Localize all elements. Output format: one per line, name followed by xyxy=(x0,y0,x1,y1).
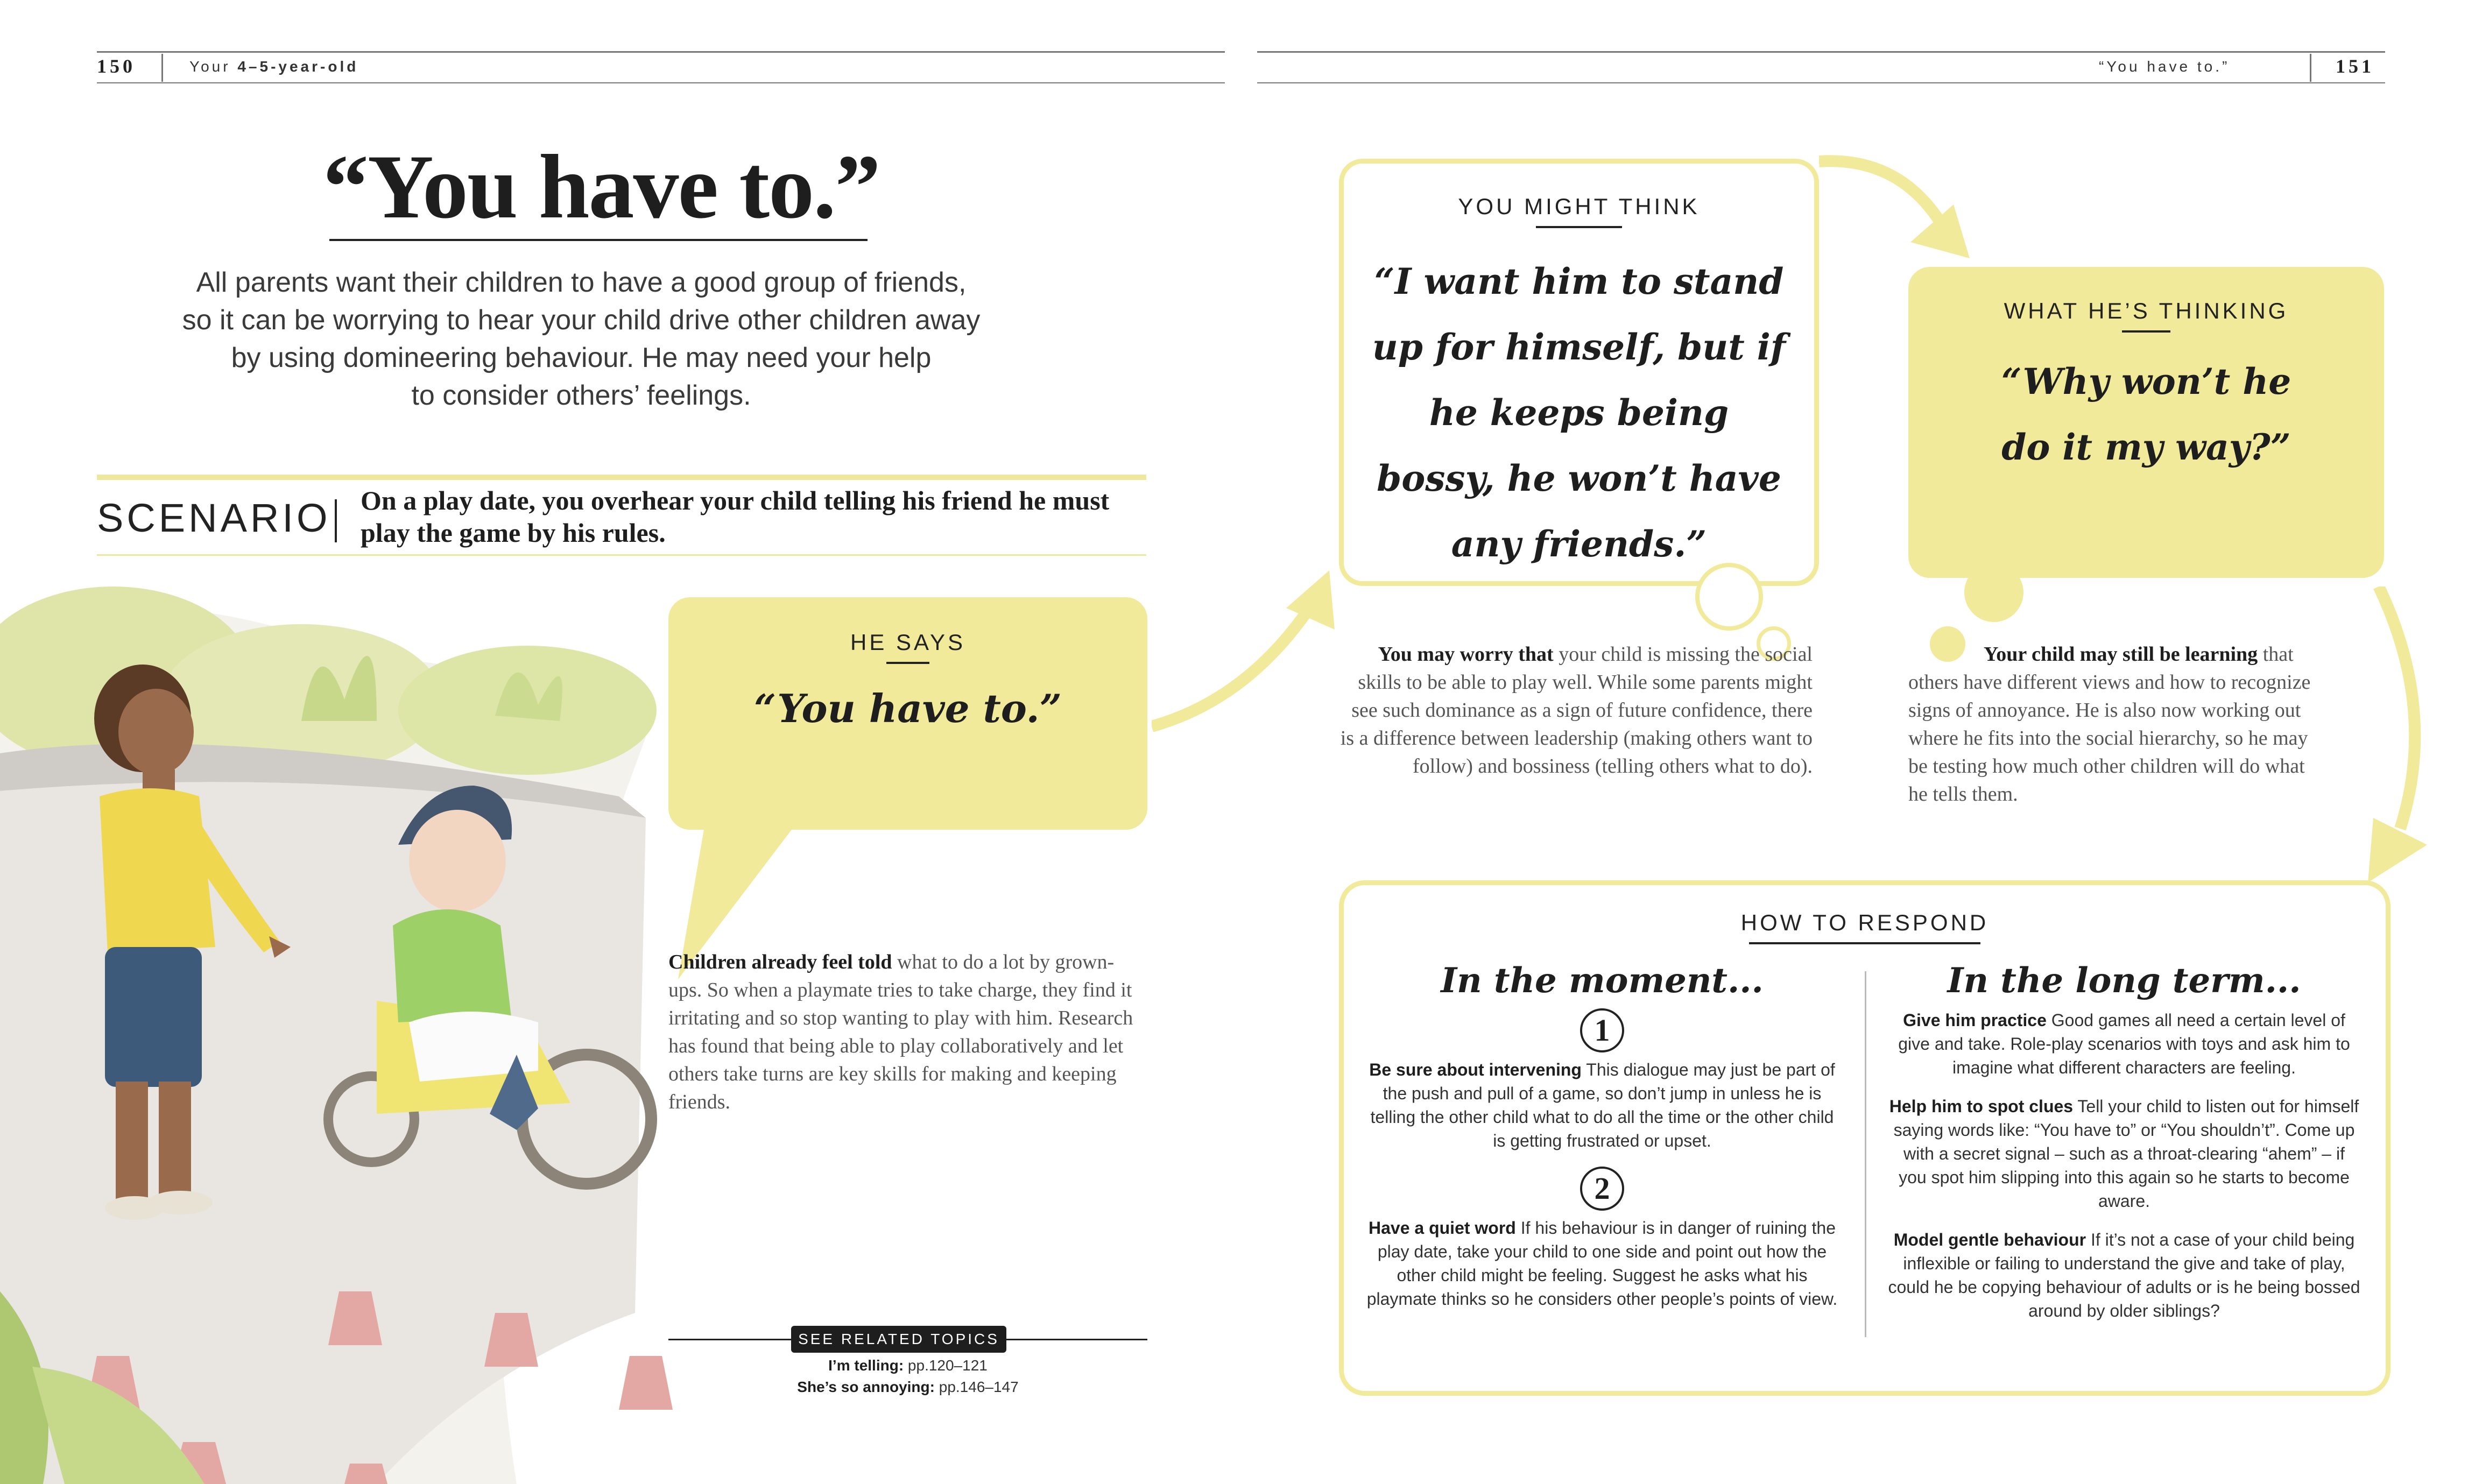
number-badge-1: 1 xyxy=(1580,1008,1624,1052)
header-divider-left xyxy=(161,54,163,82)
scenario-divider xyxy=(335,499,337,542)
longterm-column xyxy=(1887,960,2361,1323)
you-might-think-quote: “I want him to stand up for himself, but if he keeps being bossy, he won’t have any friends.” xyxy=(1372,260,1786,565)
scenario-bottom-rule xyxy=(97,554,1146,556)
number-badge-2: 2 xyxy=(1580,1167,1624,1211)
longterm-item-2-lead: Help him to spot clues xyxy=(1889,1097,2074,1116)
related-topics-label: SEE RELATED TOPICS xyxy=(791,1326,1006,1353)
moment-item-2 xyxy=(1365,1167,1839,1311)
learning-paragraph-lead: Your child may still be learning xyxy=(1984,643,2258,666)
worry-paragraph-lead: You may worry that xyxy=(1378,643,1554,666)
children-paragraph-text: what to do a lot by grown-ups. So when a playmate tries to take charge, they find it irritating and so stop wanting to play with him. Research has found that being able to play collaboratively and let others take turns are key skills for making and keeping friends. xyxy=(668,951,1133,1113)
intro-line-4: to consider others’ feelings. xyxy=(411,380,751,411)
intro-paragraph xyxy=(161,264,1001,414)
related-topic-2[interactable] xyxy=(668,1379,1147,1396)
intro-line-3: by using domineering behaviour. He may need your help xyxy=(231,342,932,373)
running-head-age: 4–5-year-old xyxy=(237,58,359,75)
what-hes-thinking-label: WHAT HE’S THINKING xyxy=(2004,298,2289,323)
running-head-prefix: Your xyxy=(189,58,238,75)
longterm-item-1-body: Good games all need a certain level of give and take. Role-play scenarios with toys and ask him to imagine what different characters are feeling. xyxy=(1898,1010,2350,1077)
you-might-think-rule xyxy=(1536,226,1622,228)
moment-item-1 xyxy=(1365,1008,1839,1153)
think-bubble-large xyxy=(1695,563,1763,631)
what-hes-thinking-box xyxy=(1908,267,2384,578)
related-topic-1[interactable] xyxy=(668,1357,1147,1374)
longterm-item-1 xyxy=(1887,1008,2361,1079)
moment-item-2-text xyxy=(1365,1216,1839,1311)
scenario-label: SCENARIO xyxy=(97,496,331,540)
arrow-to-what xyxy=(1819,151,1980,264)
what-hes-thinking-quote: “Why won’t he do it my way?” xyxy=(2001,361,2291,468)
moment-item-1-body: This dialogue may just be part of the push and pull of a game, so don’t jump in unless he is telling the other child what to do all the time or the other child is getting frustrated or upset. xyxy=(1370,1060,1835,1150)
scenario-text: On a play date, you overhear your child telling his friend he must play the game by his rules. xyxy=(361,485,1110,548)
header-rule-right xyxy=(1257,51,2385,53)
related-topic-2-title: She’s so annoying: xyxy=(797,1379,935,1395)
moment-heading: In the moment... xyxy=(1441,960,1764,1001)
how-to-respond-label: HOW TO RESPOND xyxy=(1740,910,1989,935)
moment-item-1-lead: Be sure about intervening xyxy=(1369,1060,1582,1079)
moment-item-1-text xyxy=(1365,1058,1839,1153)
longterm-item-2 xyxy=(1887,1094,2361,1213)
how-to-respond-box xyxy=(1339,880,2391,1396)
you-might-think-box xyxy=(1339,159,1819,586)
you-might-think-label: YOU MIGHT THINK xyxy=(1458,194,1700,219)
what-bubble-large xyxy=(1964,563,2023,622)
header-divider-right xyxy=(2310,54,2311,82)
related-topic-1-title: I’m telling: xyxy=(828,1357,904,1374)
longterm-item-3-body: If it’s not a case of your child being inflexible or failing to understand the give and take of play, could he be copying behaviour of adults or is he being bossed around by older siblings? xyxy=(1888,1230,2360,1320)
children-paragraph xyxy=(668,948,1147,1116)
intro-line-1: All parents want their children to have a good group of friends, xyxy=(196,267,967,298)
how-to-respond-rule xyxy=(1749,942,1980,944)
children-paragraph-lead: Children already feel told xyxy=(668,951,892,973)
longterm-item-3-lead: Model gentle behaviour xyxy=(1893,1230,2086,1249)
moment-item-2-body: If his behaviour is in danger of ruining the play date, take your child to one side and point out how the other child might be feeling. Suggest he asks what his playmate thinks so he considers other people’s points of view. xyxy=(1366,1218,1838,1309)
he-says-box xyxy=(668,597,1147,830)
learning-paragraph-text: that others have different views and how to recognize signs of annoyance. He is also now working out where he fits into the social hierarchy, so he may be testing how much other children will do what he tells them. xyxy=(1908,643,2311,805)
learning-paragraph xyxy=(1908,640,2323,808)
intro-line-2: so it can be worrying to hear your child drive other children away xyxy=(182,305,981,336)
page-title: “You have to.” xyxy=(323,136,880,237)
he-says-label: HE SAYS xyxy=(850,630,965,655)
related-topic-2-pages: pp.146–147 xyxy=(934,1379,1019,1395)
page-number-right: 151 xyxy=(2336,55,2374,77)
header-rule-left-bottom xyxy=(97,82,1225,83)
he-says-rule xyxy=(886,662,929,664)
longterm-item-2-body: Tell your child to listen out for himself saying words like: “You have to” or “You shouldn’t”. Come up with a secret signal – such as a throat-clearing “ahem” – if you spot him slipping into this again so he starts to become aware. xyxy=(1893,1097,2359,1211)
title-underline xyxy=(329,239,868,241)
running-head-right: “You have to.” xyxy=(2099,58,2230,75)
moment-item-2-lead: Have a quiet word xyxy=(1369,1218,1516,1238)
arrow-to-respond xyxy=(2357,586,2481,888)
longterm-item-3 xyxy=(1887,1228,2361,1323)
he-says-quote: “You have to.” xyxy=(753,686,1062,731)
longterm-heading: In the long term... xyxy=(1947,960,2301,1001)
arrow-to-think xyxy=(1152,570,1345,732)
header-rule-left xyxy=(97,51,1225,53)
scenario-top-rule xyxy=(97,475,1146,480)
page-number-left: 150 xyxy=(97,55,136,77)
worry-paragraph xyxy=(1339,640,1813,780)
header-rule-right-bottom xyxy=(1257,82,2385,83)
running-head-left xyxy=(189,58,358,75)
what-hes-thinking-rule xyxy=(2122,330,2170,333)
playground-illustration xyxy=(0,560,678,1484)
worry-paragraph-text: your child is missing the social skills to be able to play well. While some parents might see such dominance as a sign of future confidence, there is a difference between leadership (making others want to follow) and bossiness (telling others what to do). xyxy=(1340,643,1813,778)
longterm-item-1-lead: Give him practice xyxy=(1903,1010,2047,1030)
related-topic-1-pages: pp.120–121 xyxy=(904,1357,988,1374)
respond-column-divider xyxy=(1865,971,1866,1337)
moment-column xyxy=(1365,960,1839,1311)
